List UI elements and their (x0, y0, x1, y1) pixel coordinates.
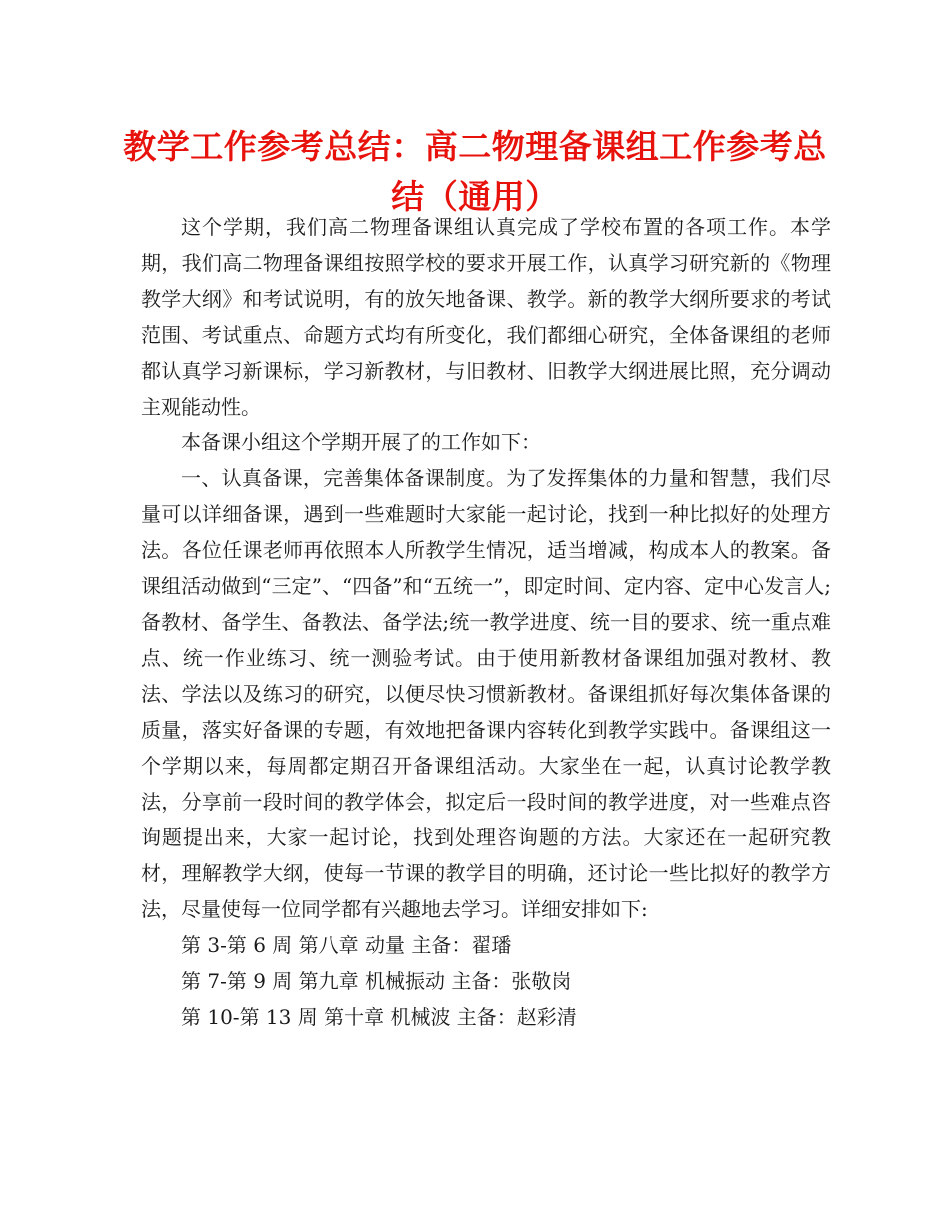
schedule-line-1: 第 3-第 6 周 第八章 动量 主备：翟璠 (181, 933, 512, 958)
schedule-line-2: 第 7-第 9 周 第九章 机械振动 主备：张敬岗 (181, 969, 572, 994)
document-title (100, 122, 850, 222)
paragraph-work-list-heading: 本备课小组这个学期开展了的工作如下： (181, 430, 541, 455)
document-body (141, 210, 831, 1036)
paragraph-intro: 这个学期，我们高二物理备课组认真完成了学校布置的各项工作。本学期，我们高二物理备课组按照学校的要求开展工作，认真学习研究新的《物理教学大纲》和考试说明，有的放矢地备课、教学。新的教学大纲所要求的考试范围、考试重点、命题方式均有所变化，我们都细心研究，全体备课组的老师都认真学习新课标，学习新教材，与旧教材、旧教学大纲进展比照，充分调动主观能动性。 (141, 215, 831, 419)
schedule-line-3: 第 10-第 13 周 第十章 机械波 主备：赵彩清 (181, 1004, 577, 1029)
title-line-1: 教学工作参考总结：高二物理备课组工作参考总 (123, 127, 827, 166)
title-line-2: 结（通用） (391, 177, 559, 216)
paragraph-section-one: 一、认真备课，完善集体备课制度。为了发挥集体的力量和智慧，我们尽量可以详细备课，遇到一些难题时大家能一起讨论，找到一种比拟好的处理方法。各位任课老师再依照本人所教学生情况，适当增减，构成本人的教案。备课组活动做到“三定”、“四备”和“五统一”，即定时间、定内容、定中心发言人;备教材、备学生、备教法、备学法;统一教学进度、统一目的要求、统一重点难点、统一作业练习、统一测验考试。由于使用新教材备课组加强对教材、教法、学法以及练习的研究，以便尽快习惯新教材。备课组抓好每次集体备课的质量，落实好备课的专题，有效地把备课内容转化到教学实践中。备课组这一个学期以来，每周都定期召开备课组活动。大家坐在一起，认真讨论教学教法，分享前一段时间的教学体会，拟定后一段时间的教学进度，对一些难点咨询题提出来，大家一起讨论，找到处理咨询题的方法。大家还在一起研究教材，理解教学大纲，使每一节课的教学目的明确，还讨论一些比拟好的教学方法，尽量使每一位同学都有兴趣地去学习。详细安排如下: (141, 466, 831, 922)
